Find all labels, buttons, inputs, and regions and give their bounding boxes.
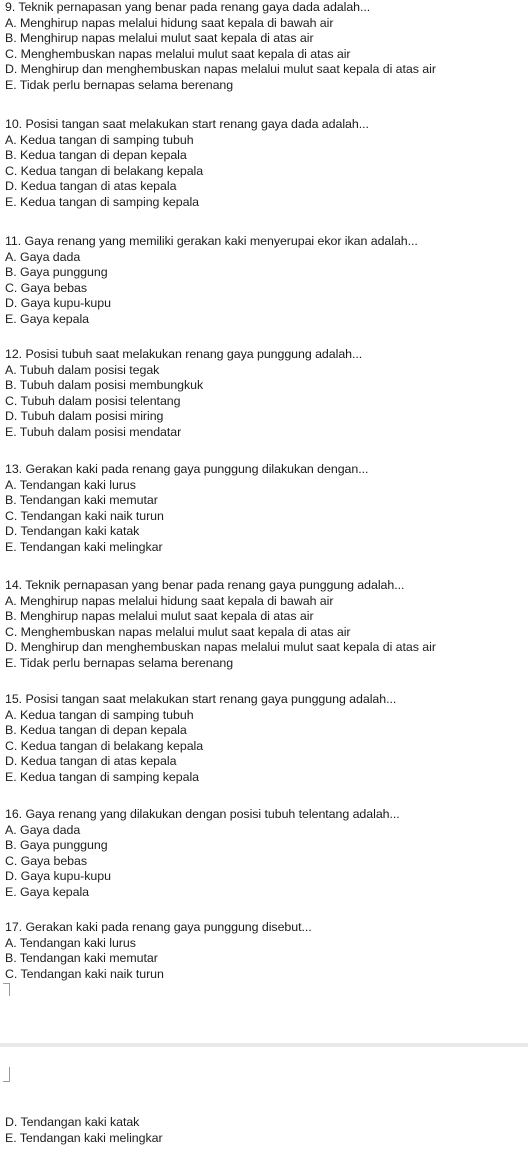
option-b: B. Gaya punggung — [5, 265, 108, 280]
option-c: C. Tubuh dalam posisi telentang — [5, 393, 181, 408]
option-e: E. Kedua tangan di samping kepala — [5, 194, 199, 209]
question-11 — [5, 234, 527, 328]
option-d: D. Tendangan kaki katak — [5, 1115, 140, 1129]
option-b: B. Menghirup napas melalui mulut saat kepala di atas air — [5, 609, 314, 624]
option-d: D. Kedua tangan di atas kepala — [5, 179, 177, 194]
question-15 — [5, 692, 527, 786]
page-break — [0, 1043, 528, 1047]
option-c: C. Kedua tangan di belakang kepala — [5, 163, 204, 178]
question-9 — [5, 0, 527, 94]
option-d: D. Menghirup dan menghembuskan napas melalui mulut saat kepala di atas air — [5, 640, 436, 655]
option-b: B. Kedua tangan di depan kepala — [5, 723, 187, 738]
option-d: D. Gaya kupu-kupu — [5, 869, 111, 884]
option-a: A. Tendangan kaki lurus — [5, 935, 136, 950]
option-a: A. Tendangan kaki lurus — [5, 477, 136, 492]
option-a: A. Tubuh dalam posisi tegak — [5, 362, 160, 377]
question-text: 17. Gerakan kaki pada renang gaya punggung disebut... — [5, 920, 312, 934]
option-e: E. Tubuh dalam posisi mendatar — [5, 424, 182, 439]
option-c: C. Tendangan kaki naik turun — [5, 508, 164, 523]
option-b: B. Tendangan kaki memutar — [5, 951, 158, 966]
option-c: C. Gaya bebas — [5, 853, 88, 868]
option-a: A. Gaya dada — [5, 249, 81, 264]
question-text: 14. Teknik pernapasan yang benar pada renang gaya punggung adalah... — [5, 578, 405, 592]
question-text: 9. Teknik pernapasan yang benar pada renang gaya dada adalah... — [5, 0, 371, 14]
option-c: C. Tendangan kaki naik turun — [5, 966, 164, 981]
question-12 — [5, 347, 527, 441]
option-b: B. Tendangan kaki memutar — [5, 493, 158, 508]
option-e: E. Kedua tangan di samping kepala — [5, 769, 199, 784]
question-17 — [5, 920, 527, 982]
option-a: A. Menghirup napas melalui hidung saat kepala di bawah air — [5, 15, 334, 30]
option-d: D. Tubuh dalam posisi miring — [5, 409, 164, 424]
option-d: D. Tendangan kaki katak — [5, 524, 140, 539]
option-e: E. Tidak perlu bernapas selama berenang — [5, 655, 234, 670]
option-a: A. Gaya dada — [5, 822, 81, 837]
option-b: B. Menghirup napas melalui mulut saat kepala di atas air — [5, 31, 314, 46]
question-text: 10. Posisi tangan saat melakukan start renang gaya dada adalah... — [5, 117, 369, 131]
question-13 — [5, 462, 527, 556]
question-text: 12. Posisi tubuh saat melakukan renang gaya punggung adalah... — [5, 347, 363, 361]
question-text: 11. Gaya renang yang memiliki gerakan kaki menyerupai ekor ikan adalah... — [5, 234, 418, 248]
option-e: E. Gaya kepala — [5, 884, 90, 899]
option-e: E. Gaya kepala — [5, 311, 90, 326]
page-corner-mark — [3, 983, 10, 996]
option-d: D. Gaya kupu-kupu — [5, 296, 111, 311]
option-b: B. Gaya punggung — [5, 838, 108, 853]
option-d: D. Menghirup dan menghembuskan napas melalui mulut saat kepala di atas air — [5, 62, 436, 77]
option-c: C. Kedua tangan di belakang kepala — [5, 738, 204, 753]
option-a: A. Kedua tangan di samping tubuh — [5, 132, 194, 147]
option-c: C. Gaya bebas — [5, 280, 88, 295]
option-b: B. Tubuh dalam posisi membungkuk — [5, 378, 204, 393]
option-a: A. Menghirup napas melalui hidung saat kepala di bawah air — [5, 593, 334, 608]
question-text: 15. Posisi tangan saat melakukan start renang gaya punggung adalah... — [5, 692, 397, 706]
option-c: C. Menghembuskan napas melalui mulut saat kepala di atas air — [5, 624, 351, 639]
option-e: E. Tendangan kaki melingkar — [5, 1130, 163, 1145]
option-e: E. Tendangan kaki melingkar — [5, 539, 163, 554]
option-d: D. Kedua tangan di atas kepala — [5, 754, 177, 769]
option-b: B. Kedua tangan di depan kepala — [5, 148, 187, 163]
option-a: A. Kedua tangan di samping tubuh — [5, 707, 194, 722]
question-10 — [5, 117, 527, 211]
question-text: 13. Gerakan kaki pada renang gaya punggung dilakukan dengan... — [5, 462, 369, 476]
question-14 — [5, 578, 527, 672]
question-text: 16. Gaya renang yang dilakukan dengan posisi tubuh telentang adalah... — [5, 807, 400, 821]
page-corner-mark — [3, 1067, 10, 1082]
option-c: C. Menghembuskan napas melalui mulut saat kepala di atas air — [5, 46, 351, 61]
option-e: E. Tidak perlu bernapas selama berenang — [5, 77, 234, 92]
question-17-continued — [5, 1115, 527, 1146]
question-16 — [5, 807, 527, 901]
